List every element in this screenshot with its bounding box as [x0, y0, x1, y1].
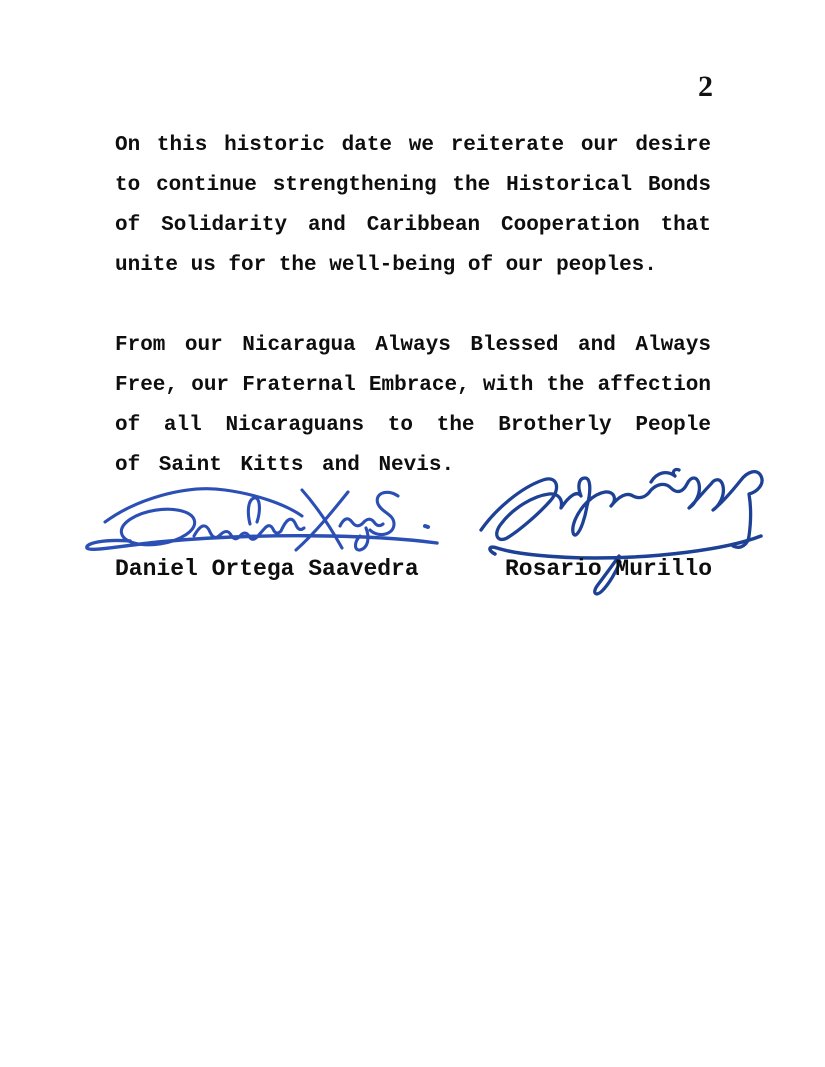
body-line: of Solidarity and Caribbean Cooperation that — [115, 214, 711, 237]
signatory-name-daniel-ortega: Daniel Ortega Saavedra — [115, 556, 419, 582]
body-line: From our Nicaragua Always Blessed and Always — [115, 334, 711, 357]
body-line: of all Nicaraguans to the Brotherly People — [115, 414, 711, 437]
body-line: Free, our Fraternal Embrace, with the affection — [115, 374, 711, 397]
letter-body — [115, 126, 711, 486]
body-line: unite us for the well-being of our peoples. — [115, 254, 657, 277]
body-line: of Saint Kitts and Nevis. — [115, 454, 455, 477]
paragraph — [115, 126, 711, 286]
page-number: 2 — [698, 70, 713, 103]
paragraph-spacer — [115, 286, 711, 326]
body-line: On this historic date we reiterate our desire — [115, 134, 711, 157]
body-line: to continue strengthening the Historical Bonds — [115, 174, 711, 197]
paragraph — [115, 326, 711, 486]
signatory-name-rosario-murillo: Rosario Murillo — [505, 556, 713, 582]
